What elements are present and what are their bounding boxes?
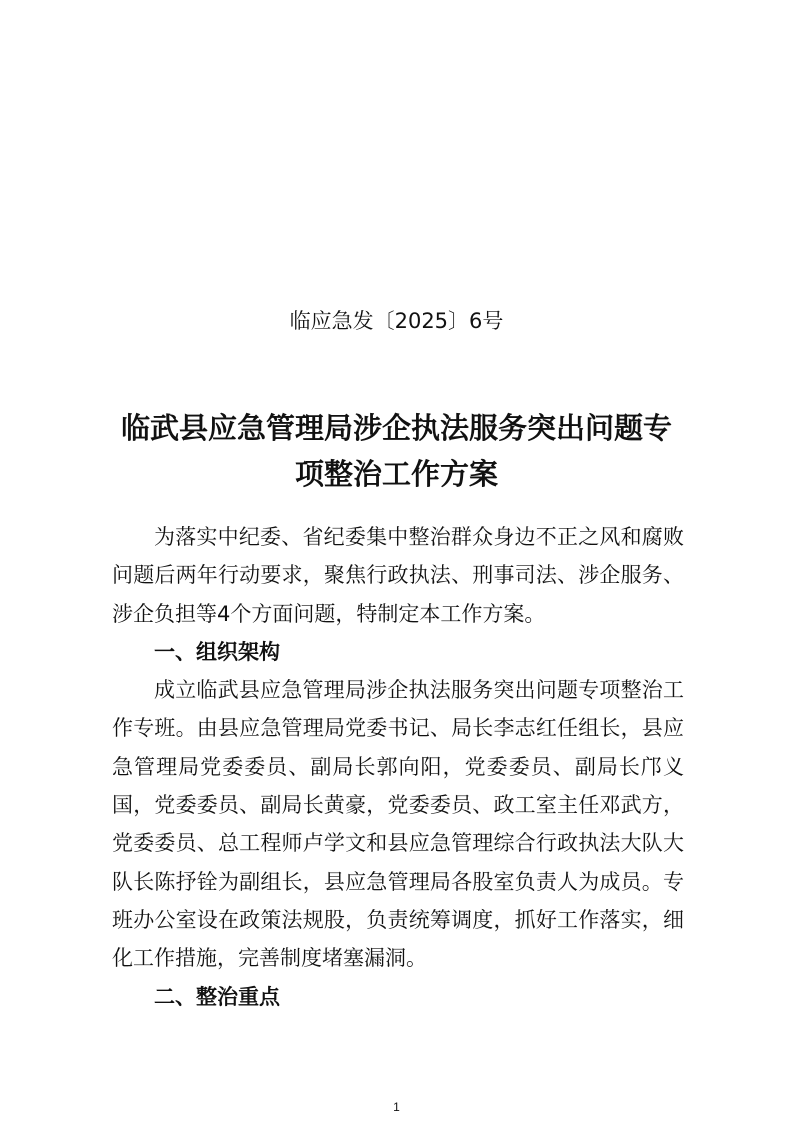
document-number: 临应急发〔2025〕6号 xyxy=(289,309,504,333)
intro-paragraph: 为落实中纪委、省纪委集中整治群众身边不正之风和腐败问题后两年行动要求，聚焦行政执法、刑事司法、涉企服务、涉企负担等4个方面问题，特制定本工作方案。 xyxy=(112,525,684,626)
section-2-heading: 二、整治重点 xyxy=(154,984,280,1009)
document-title: 临武县应急管理局涉企执法服务突出问题专项整治工作方案 xyxy=(120,411,672,491)
section-1-heading: 一、组织架构 xyxy=(154,639,280,664)
page-number: 1 xyxy=(393,1100,400,1114)
document-body xyxy=(112,518,684,1016)
section-1-paragraph: 成立临武县应急管理局涉企执法服务突出问题专项整治工作专班。由县应急管理局党委书记、局长李志红任组长，县应急管理局党委委员、副局长郭向阳，党委委员、副局长邝义国，党委委员、副局长黄豪，党委委员、政工室主任邓武方，党委委员、总工程师卢学文和县应急管理综合行政执法大队大队长陈抒铨为副组长，县应急管理局各股室负责人为成员。专班办公室设在政策法规股，负责统筹调度，抓好工作落实，细化工作措施，完善制度堵塞漏洞。 xyxy=(112,678,684,971)
